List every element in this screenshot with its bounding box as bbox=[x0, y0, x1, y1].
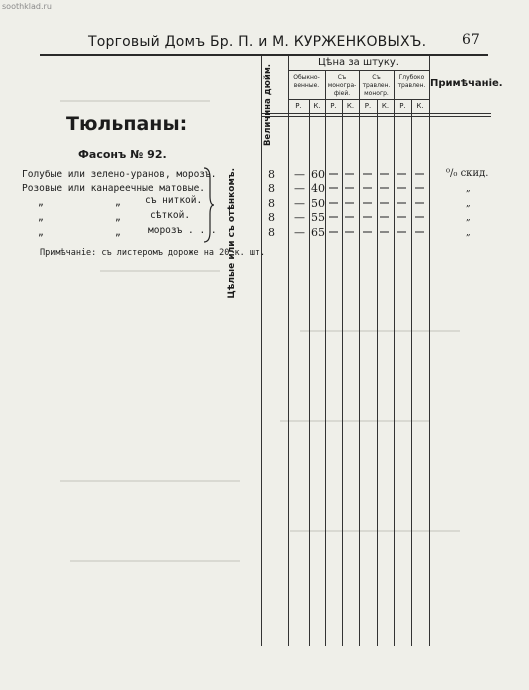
ruble-dash: — bbox=[294, 182, 305, 195]
price-kopecks: 60 bbox=[311, 168, 325, 181]
footnote: Примѣчаніе: съ листеромъ дороже на 20 к. шт. bbox=[40, 248, 266, 258]
ruble-dash: — bbox=[294, 168, 305, 181]
unit-kopecks: К. bbox=[381, 102, 390, 110]
table-column-line bbox=[288, 56, 289, 646]
remark-ditto: „ bbox=[466, 184, 471, 194]
ruble-dash: — bbox=[294, 211, 305, 224]
remark-ditto: „ bbox=[466, 199, 471, 209]
bleed-through-mark bbox=[290, 530, 460, 532]
table-header-rule bbox=[261, 116, 491, 117]
page-number: 67 bbox=[462, 32, 480, 48]
unit-rubles: Р. bbox=[330, 102, 337, 110]
colour-note: Цѣлые или съ отѣнкомъ. bbox=[227, 168, 237, 299]
ruble-dash: — bbox=[294, 197, 305, 210]
price-kopecks: 65 bbox=[311, 226, 325, 239]
row-ditto: „ bbox=[38, 197, 44, 208]
column-header-shallow-engraved-monogram: Съ травлен. моногр. bbox=[362, 74, 391, 97]
column-header-deep-engraved: Глубоко травлен. bbox=[397, 74, 426, 89]
table-column-line bbox=[429, 56, 430, 646]
size-value: 8 bbox=[268, 226, 275, 239]
ruble-dash: — bbox=[294, 226, 305, 239]
size-value: 8 bbox=[268, 182, 275, 195]
column-header-size: Величина дюйм. bbox=[263, 64, 273, 147]
price-kopecks: 40 bbox=[311, 182, 325, 195]
watermark: soothklad.ru bbox=[2, 2, 52, 11]
bleed-through-mark bbox=[70, 560, 240, 562]
unit-rubles: Р. bbox=[364, 102, 372, 110]
row-label: Голубые или зелено-уранов, морозъ. bbox=[22, 169, 217, 180]
column-header-monogram: Съ моногра-фіей. bbox=[327, 74, 357, 97]
page-header: Торговый Домъ Бр. П. и М. КУРЖЕНКОВЫХЪ. bbox=[88, 34, 427, 50]
row-label: съ ниткой. bbox=[145, 195, 203, 206]
table-header-rule bbox=[288, 99, 429, 100]
empty-price-dashes bbox=[325, 166, 429, 242]
unit-kopecks: К. bbox=[416, 102, 424, 110]
table-header-rule bbox=[288, 70, 429, 71]
unit-kopecks: К. bbox=[313, 102, 321, 110]
row-ditto: „ bbox=[38, 227, 44, 238]
row-ditto: „ bbox=[115, 197, 121, 208]
remark-discount: ⁰/₀ скид. bbox=[446, 168, 489, 179]
bleed-through-mark bbox=[100, 270, 220, 272]
table-column-line bbox=[325, 70, 326, 646]
table-column-line bbox=[394, 70, 395, 646]
row-ditto: „ bbox=[38, 212, 44, 223]
table-header-rule bbox=[261, 113, 491, 114]
section-title: Тюльпаны: bbox=[66, 113, 188, 135]
unit-rubles: Р. bbox=[295, 102, 302, 110]
row-ditto: „ bbox=[115, 227, 121, 238]
bleed-through-mark bbox=[60, 100, 210, 102]
table-column-line bbox=[309, 99, 310, 646]
size-value: 8 bbox=[268, 211, 275, 224]
table-column-line bbox=[261, 56, 262, 646]
bleed-through-mark bbox=[280, 420, 430, 422]
row-ditto: „ bbox=[115, 212, 121, 223]
unit-kopecks: К. bbox=[346, 102, 355, 110]
style-number: Фасонъ № 92. bbox=[78, 148, 167, 161]
column-header-price: Цѣна за штуку. bbox=[318, 57, 399, 68]
bleed-through-mark bbox=[300, 330, 460, 332]
column-header-plain: Обыкно-венные. bbox=[293, 74, 320, 89]
remark-ditto: „ bbox=[466, 228, 471, 238]
bleed-through-mark bbox=[60, 480, 240, 482]
size-value: 8 bbox=[268, 168, 275, 181]
price-kopecks: 50 bbox=[311, 197, 325, 210]
remark-ditto: „ bbox=[466, 213, 471, 223]
row-label: морозъ . . . bbox=[148, 225, 217, 236]
table-column-line bbox=[359, 70, 360, 646]
column-header-remark: Примѣчаніе. bbox=[430, 78, 503, 89]
price-kopecks: 55 bbox=[311, 211, 325, 224]
brace-mark bbox=[202, 166, 216, 244]
row-label: Розовые или канареечные матовые. bbox=[22, 183, 206, 194]
unit-rubles: Р. bbox=[399, 102, 406, 110]
size-value: 8 bbox=[268, 197, 275, 210]
row-label: сѣткой. bbox=[150, 210, 191, 221]
